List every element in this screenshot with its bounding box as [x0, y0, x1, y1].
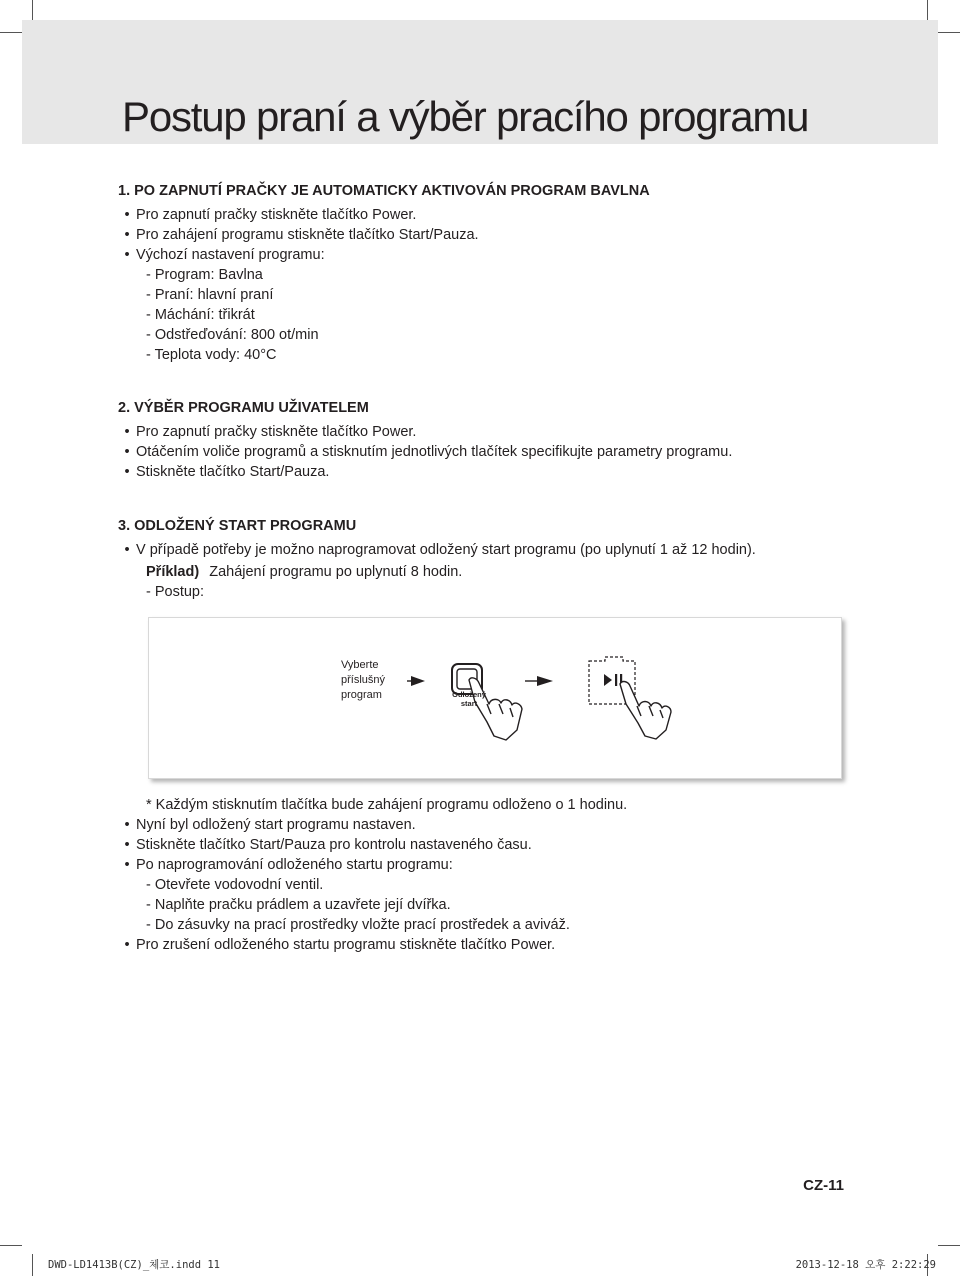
step-text: Vyberte	[341, 659, 379, 671]
notes-section	[118, 795, 878, 955]
list-item: • Stiskněte tlačítko Start/Pauza pro kontrolu nastaveného času.	[118, 835, 878, 855]
crop-mark	[0, 32, 22, 33]
crop-mark	[0, 1245, 22, 1246]
step-text: program	[341, 689, 382, 701]
pressing-hand-icon	[469, 678, 522, 740]
example-text: Zahájení programu po uplynutí 8 hodin.	[209, 564, 463, 580]
arrow-right-icon	[525, 676, 553, 686]
list-item: • Otáčením voliče programů a stisknutím jednotlivých tlačítek specifikujte parametry programu.	[118, 442, 878, 462]
procedure-label: - Postup:	[146, 584, 205, 600]
crop-mark	[938, 1245, 960, 1246]
crop-mark	[938, 32, 960, 33]
list-item: • Výchozí nastavení programu:	[118, 245, 878, 265]
section-default-program	[118, 181, 878, 365]
list-item: • Po naprogramování odloženého startu programu:	[118, 855, 878, 875]
pressing-hand-icon	[620, 682, 671, 739]
crop-mark	[32, 0, 33, 22]
section-user-program	[118, 398, 878, 482]
crop-mark	[32, 1254, 33, 1276]
delay-start-button-label	[449, 690, 489, 708]
asterisk-note: * Každým stisknutím tlačítka bude zahájení programu odloženo o 1 hodinu.	[146, 797, 628, 813]
sub-step: - Otevřete vodovodní ventil.	[146, 877, 324, 893]
example-label: Příklad)	[146, 564, 200, 580]
step-text: příslušný	[341, 674, 386, 686]
button-label-text: start	[460, 699, 478, 708]
crop-mark	[927, 0, 928, 22]
list-item: • V případě potřeby je možno naprogramovat odložený start programu (po uplynutí 1 až 12 hodin).	[118, 540, 878, 560]
section-heading: 2. VÝBĚR PROGRAMU UŽIVATELEM	[118, 400, 369, 416]
sub-step: - Naplňte pračku prádlem a uzavřete její dvířka.	[146, 897, 451, 913]
diagram-graphics	[149, 618, 841, 778]
footer-file-info: DWD-LD1413B(CZ)_체코.indd 11	[48, 1259, 221, 1271]
list-item: • Nyní byl odložený start programu nastaven.	[118, 815, 878, 835]
page-title: Postup praní a výběr pracího programu	[122, 93, 809, 140]
setting-item: - Teplota vody: 40°C	[146, 347, 277, 363]
setting-item: - Praní: hlavní praní	[146, 287, 274, 303]
list-item: • Pro zapnutí pračky stiskněte tlačítko Power.	[118, 205, 878, 225]
footer-timestamp: 2013-12-18 오후 2:22:29	[795, 1259, 936, 1271]
section-heading: 1. PO ZAPNUTÍ PRAČKY JE AUTOMATICKY AKTIVOVÁN PROGRAM BAVLNA	[118, 183, 650, 199]
list-item: • Pro zapnutí pračky stiskněte tlačítko Power.	[118, 422, 878, 442]
arrow-right-icon	[407, 676, 425, 686]
delayed-start-diagram	[148, 617, 842, 779]
setting-item: - Program: Bavlna	[146, 267, 263, 283]
setting-item: - Máchání: třikrát	[146, 307, 255, 323]
list-item: • Stiskněte tlačítko Start/Pauza.	[118, 462, 878, 482]
setting-item: - Odstřeďování: 800 ot/min	[146, 327, 319, 343]
section-delayed-start	[118, 516, 878, 602]
sub-step: - Do zásuvky na prací prostředky vložte prací prostředek a aviváž.	[146, 917, 570, 933]
section-heading: 3. ODLOŽENÝ START PROGRAMU	[118, 518, 357, 534]
button-label-text: Odložený	[452, 690, 486, 699]
list-item: • Pro zrušení odloženého startu programu stiskněte tlačítko Power.	[118, 935, 878, 955]
list-item: • Pro zahájení programu stiskněte tlačítko Start/Pauza.	[118, 225, 878, 245]
example-line	[118, 562, 878, 582]
page-number: CZ-11	[803, 1177, 844, 1194]
